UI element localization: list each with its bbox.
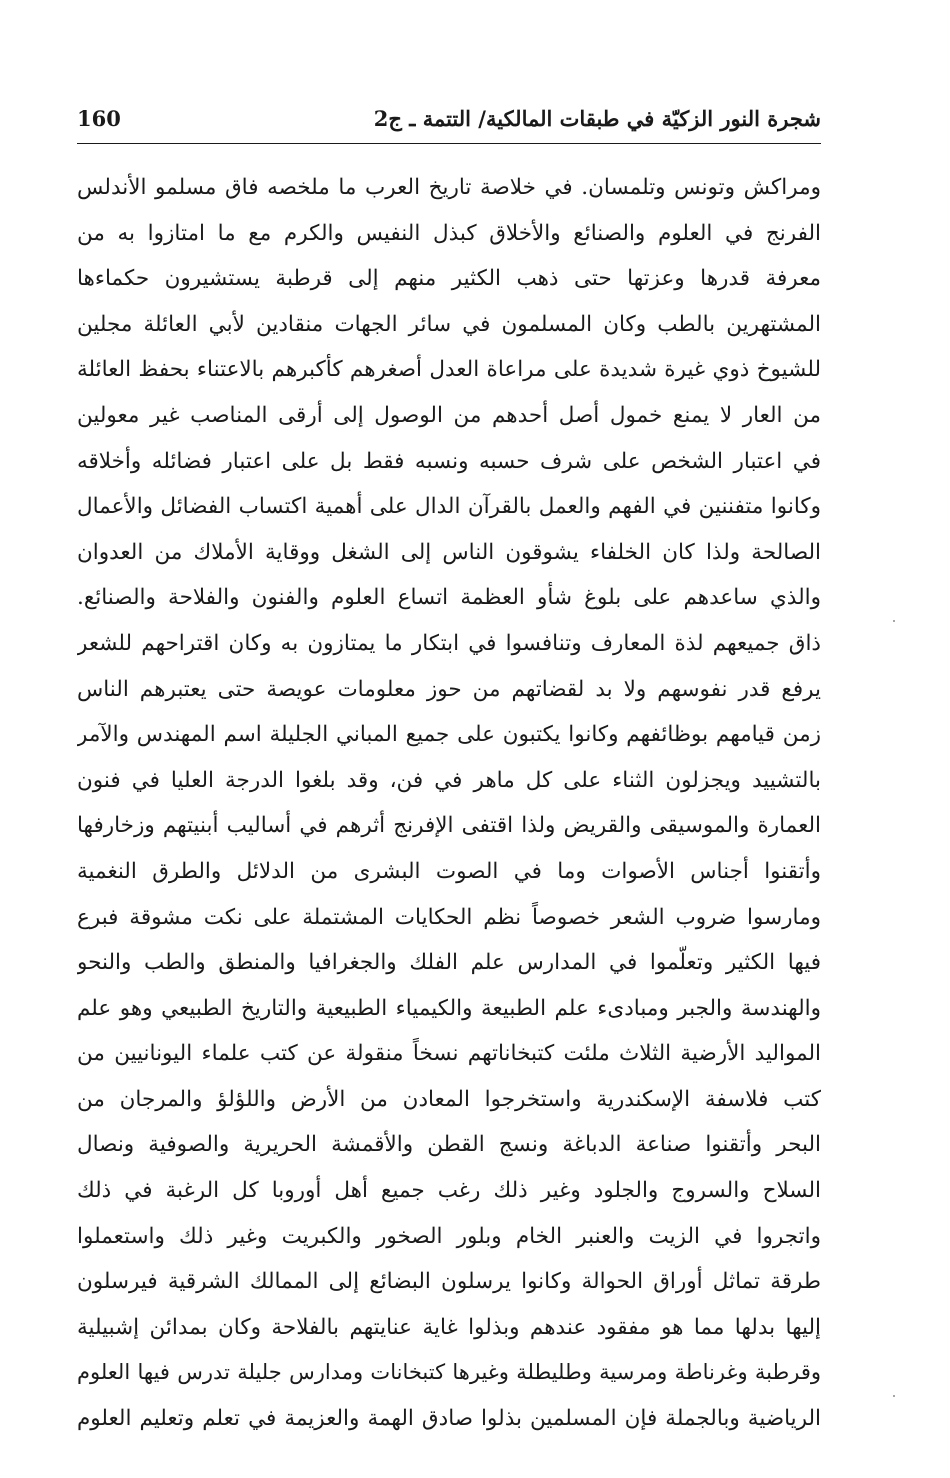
scan-speck (893, 620, 895, 622)
header-rule (77, 143, 821, 144)
text-line: المشتهرين بالطب وكان المسلمون في سائر الجهات منقادين لأبي العائلة مجلين (77, 311, 821, 337)
text-line: للشيوخ ذوي غيرة شديدة على مراعاة العدل أصغرهم كأكبرهم بالاعتناء بحفظ العائلة (77, 357, 821, 383)
scan-speck (893, 1395, 895, 1397)
page-header (77, 100, 821, 140)
text-line: العمارة والموسيقى والقريض ولذا اقتفى الإفرنج أثرهم في أساليب أبنيتهم وزخارفها (77, 813, 821, 839)
text-line: والهندسة والجبر ومبادىء علم الطبيعة والكيمياء الطبيعية والتاريخ الطبيعي وهو علم (77, 995, 821, 1021)
text-line: ومارسوا ضروب الشعر خصوصاً نظم الحكايات المشتملة على نكت مشوقة فبرع (77, 904, 821, 930)
text-line: الفرنج في العلوم والصنائع والأخلاق كبذل النفيس والكرم مع ما امتازوا به من (77, 220, 821, 246)
text-line: ذاق جميعهم لذة المعارف وتنافسوا في ابتكار ما يمتازون به وكان اقتراحهم للشعر (77, 630, 821, 656)
text-line: وكانوا متفننين في الفهم والعمل بالقرآن الدال على أهمية اكتساب الفضائل والأعمال (77, 494, 821, 520)
text-line: وأتقنوا أجناس الأصوات وما في الصوت البشرى من الدلائل والطرق النغمية (77, 858, 821, 884)
text-line: يرفع قدر نفوسهم ولا بد لقضاتهم من حوز معلومات عويصة حتى يعتبرهم الناس (77, 676, 821, 702)
text-line: وقرطبة وغرناطة ومرسية وطليطلة وغيرها كتبخانات ومدارس جليلة تدرس فيها العلوم (77, 1360, 821, 1385)
running-title: شجرة النور الزكيّة في طبقات المالكية/ التتمة ـ ج2 (373, 106, 821, 131)
text-line: طرقة تماثل أوراق الحوالة وكانوا يرسلون البضائع إلى الممالك الشرقية فيرسلون (77, 1269, 821, 1295)
body-text (77, 165, 821, 1442)
text-line: الصالحة ولذا كان الخلفاء يشوقون الناس إلى الشغل ووقاية الأملاك من العدوان (77, 539, 821, 565)
text-line: من العار لا يمنع خمول أصل أحدهم من الوصول إلى أرقى المناصب غير معولين (77, 402, 821, 428)
text-line: واتجروا في الزيت والعنبر الخام وبلور الصخور والكبريت وغير ذلك واستعملوا (77, 1223, 821, 1249)
text-line: في اعتبار الشخص على شرف حسبه ونسبه فقط بل على اعتبار فضائله وأخلاقه (77, 448, 821, 474)
text-line: معرفة قدرها وعزتها حتى ذهب الكثير منهم إلى قرطبة يستشيرون حكماءها (77, 266, 821, 292)
text-line: إليها بدلها مما هو مفقود عندهم وبذلوا غاية عنايتهم بالفلاحة وكان بمدائن إشبيلية (77, 1314, 821, 1340)
text-line: الرياضية وبالجملة فإن المسلمين بذلوا صادق الهمة والعزيمة في تعلم وتعليم العلوم (77, 1406, 821, 1432)
page-number: 160 (77, 106, 121, 131)
text-line: والذي ساعدهم على بلوغ شأو العظمة اتساع العلوم والفنون والفلاحة والصنائع. (77, 585, 821, 611)
text-line: البحر وأتقنوا صناعة الدباغة ونسج القطن والأقمشة الحريرية والصوفية ونصال (77, 1132, 821, 1158)
text-line: بالتشييد ويجزلون الثناء على كل ماهر في فن، وقد بلغوا الدرجة العليا في فنون (77, 767, 821, 793)
text-line: السلاح والسروج والجلود وغير ذلك رغب جميع أهل أوروبا كل الرغبة في ذلك (77, 1178, 821, 1204)
text-line: زمن قيامهم بوظائفهم وكانوا يكتبون على جميع المباني الجليلة اسم المهندس والآمر (77, 722, 821, 748)
text-line: ومراكش وتونس وتلمسان. في خلاصة تاريخ العرب ما ملخصه فاق مسلمو الأندلس (77, 175, 821, 200)
text-line: فيها الكثير وتعلّموا في المدارس علم الفلك والجغرافيا والمنطق والطب والنحو (77, 950, 821, 976)
text-line: كتب فلاسفة الإسكندرية واستخرجوا المعادن من الأرض واللؤلؤ والمرجان من (77, 1086, 821, 1112)
text-line: المواليد الأرضية الثلاث ملئت كتبخاناتهم نسخاً منقولة عن كتب علماء اليونانيين من (77, 1041, 821, 1067)
